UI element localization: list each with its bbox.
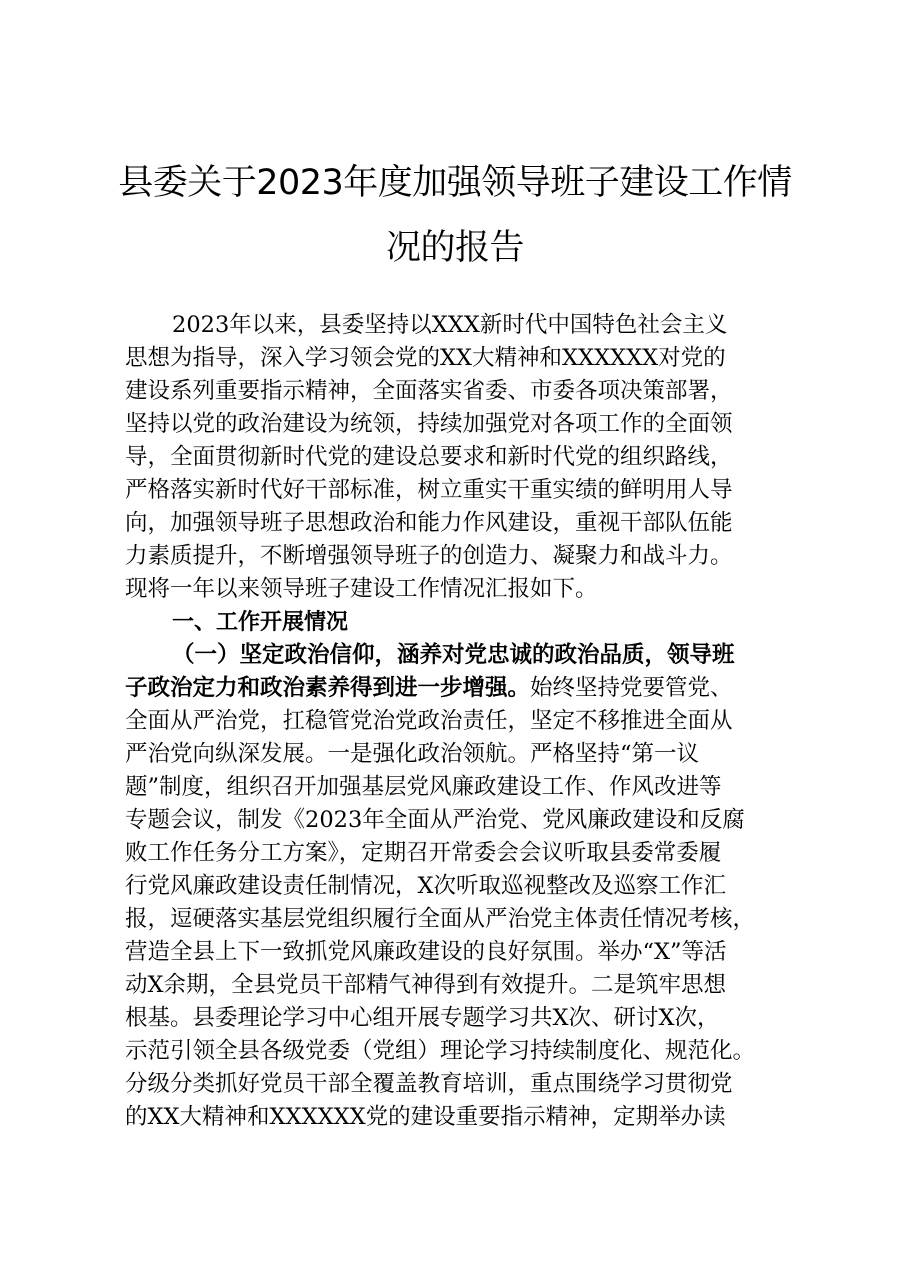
intro-line: 严格落实新时代好干部标准，树立重实干重实绩的鲜明用人导 <box>125 477 733 503</box>
body-line: 题”制度，组织召开加强基层党风廉政建设工作、作风改进等 <box>125 774 722 800</box>
body-line: 示范引领全县各级党委（党组）理论学习持续制度化、规范化。 <box>125 1038 756 1064</box>
body-line: 分级分类抓好党员干部全覆盖教育培训，重点围绕学习贯彻党 <box>125 1071 733 1097</box>
body-line: 严治党向纵深发展。一是强化政治领航。严格坚持“第一议 <box>125 741 700 767</box>
intro-line: 向，加强领导班子思想政治和能力作风建设，重视干部队伍能 <box>125 510 733 536</box>
section-heading: 一、工作开展情况 <box>172 610 349 635</box>
body-line: 报，逗硬落实基层党组织履行全面从严治党主体责任情况考核， <box>125 906 756 932</box>
intro-line: 思想为指导，深入学习领会党的XX大精神和XXXXXX对党的 <box>125 345 726 371</box>
body-line: 的XX大精神和XXXXXX党的建设重要指示精神，定期举办读 <box>125 1104 726 1130</box>
body-line: 根基。县委理论学习中心组开展专题学习共X次、研讨X次， <box>125 1005 720 1031</box>
body-line: 动X余期，全县党员干部精气神得到有效提升。二是筑牢思想 <box>125 972 727 998</box>
intro-line: 现将一年以来领导班子建设工作情况汇报如下。 <box>125 576 598 602</box>
sub-heading-bold-text: 子政治定力和政治素养得到进一步增强。 <box>125 675 531 701</box>
body-line: 营造全县上下一致抓党风廉政建设的良好氛围。举办“X”等活 <box>125 939 727 965</box>
body-line: 行党风廉政建设责任制情况，X次听取巡视整改及巡察工作汇 <box>125 873 727 899</box>
intro-line: 导，全面贯彻新时代党的建设总要求和新时代党的组织路线， <box>125 444 733 470</box>
intro-line: 2023年以来，县委坚持以XXX新时代中国特色社会主义 <box>172 312 728 338</box>
document-title-line-2: 况的报告 <box>385 228 524 268</box>
sub-heading-line-1: （一）坚定政治信仰，涵养对党忠诚的政治品质，领导班 <box>172 642 735 668</box>
document-title-line-1: 县委关于2023年度加强领导班子建设工作情 <box>118 163 792 203</box>
body-line: 败工作任务分工方案》，定期召开常委会会议听取县委常委履 <box>125 840 722 866</box>
intro-line: 坚持以党的政治建设为统领，持续加强党对各项工作的全面领 <box>125 411 733 437</box>
body-line: 专题会议，制发《2023年全面从严治党、党风廉政建设和反腐 <box>125 807 745 833</box>
intro-line: 建设系列重要指示精神，全面落实省委、市委各项决策部署， <box>125 378 733 404</box>
intro-line: 力素质提升，不断增强领导班子的创造力、凝聚力和战斗力。 <box>125 543 733 569</box>
sub-heading-body-text: 始终坚持党要管党、 <box>530 675 733 701</box>
body-line: 全面从严治党，扛稳管党治党政治责任，坚定不移推进全面从 <box>125 708 733 734</box>
sub-heading-line-2 <box>125 672 733 705</box>
